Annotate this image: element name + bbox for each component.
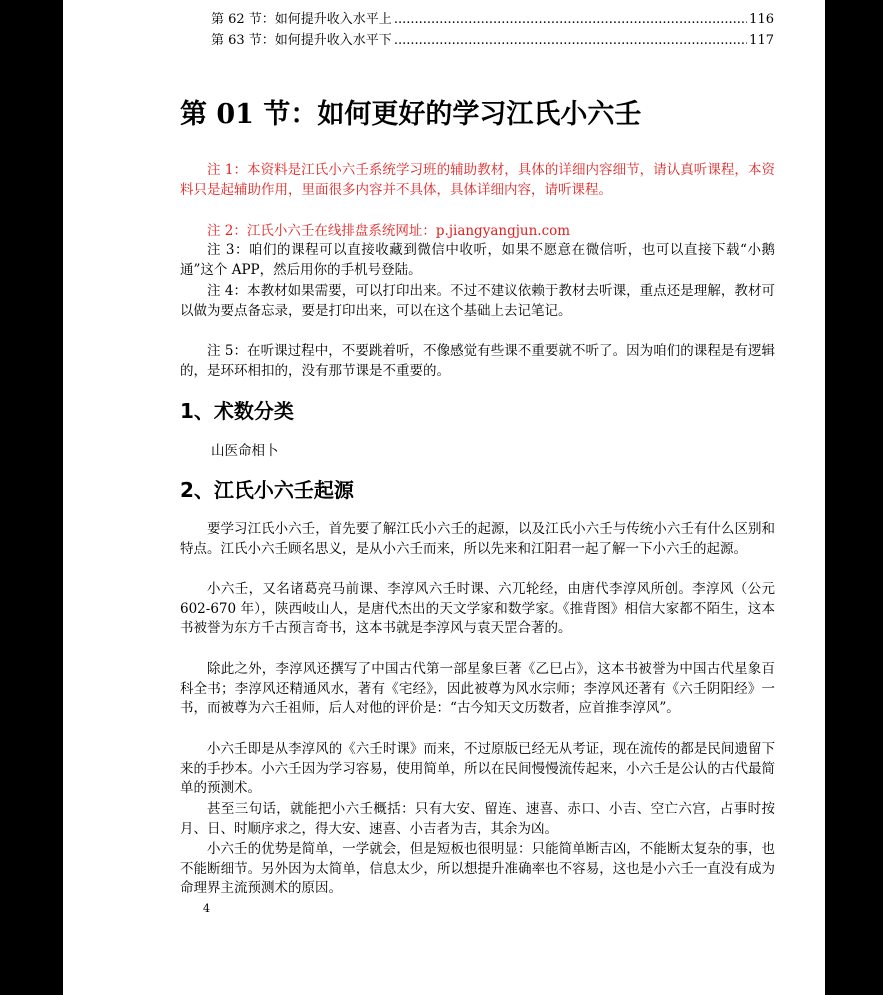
body-paragraph: 除此之外，李淳风还撰写了中国古代第一部星象巨著《乙巳占》，这本书被誉为中国古代星象百科全书；李淳风还精通风水，著有《宅经》，因此被尊为风水宗师；李淳风还著有《六壬阴阳经》一书，而被尊为六壬祖师，后人对他的评价是：“古今知天文历数者，应首推李淳风”。 [180,661,775,717]
document-page [63,0,825,995]
body-paragraph: 小六壬的优势是简单，一学就会，但是短板也很明显：只能简单断吉凶，不能断太复杂的事，也不能断细节。另外因为太简单，信息太少，所以想提升准确率也不容易，这也是小六壬一直没有成为命理界主流预测术的原因。 [180,841,775,897]
body-paragraph: 要学习江氏小六壬，首先要了解江氏小六壬的起源，以及江氏小六壬与传统小六壬有什么区别和特点。江氏小六壬顾名思义，是从小六壬而来，所以先来和江阳君一起了解一下小六壬的起源。 [180,521,775,557]
section-heading: 2、江氏小六壬起源 [180,478,354,502]
toc-entry-page: 117 [749,33,774,48]
note-5: 注 5：在听课过程中，不要跳着听，不像感觉有些课不重要就不听了。因为咱们的课程是有逻辑的，是环环相扣的，没有那节课是不重要的。 [180,343,775,379]
chapter-title: 第 01 节：如何更好的学习江氏小六壬 [180,99,642,130]
section-heading: 1、术数分类 [180,399,294,423]
toc-entry[interactable] [211,30,774,52]
note-4: 注 4：本教材如果需要，可以打印出来。不过不建议依赖于教材去听课，重点还是理解，教材可以做为要点备忘录，要是打印出来，可以在这个基础上去记笔记。 [180,283,775,319]
toc-leader-dots [394,9,747,31]
note-1: 注 1：本资料是江氏小六壬系统学习班的辅助教材，具体的详细内容细节，请认真听课程，本资料只是起辅助作用，里面很多内容并不具体，具体详细内容，请听课程。 [180,162,775,198]
body-paragraph: 甚至三句话，就能把小六壬概括：只有大安、留连、速喜、赤口、小吉、空亡六宫，占事时按月、日、时顺序求之，得大安、速喜、小吉者为吉，其余为凶。 [180,801,775,837]
toc-entry-label: 第 63 节：如何提升收入水平下 [211,33,392,48]
body-paragraph: 小六壬即是从李淳风的《六壬时课》而来，不过原版已经无从考证，现在流传的都是民间遗留下来的手抄本。小六壬因为学习容易，使用简单，所以在民间慢慢流传起来，小六壬是公认的古代最简单的预测术。 [180,741,775,797]
toc-entry-page: 116 [749,12,774,27]
body-paragraph: 小六壬，又名诸葛亮马前课、李淳风六壬时课、六兀轮经，由唐代李淳风所创。李淳风（公元 602-670 年），陕西岐山人，是唐代杰出的天文学家和数学家。《推背图》相信大家都不陌生，这本书被誉为东方千古预言奇书，这本书就是李淳风与袁天罡合著的。 [180,581,775,637]
note-3: 注 3：咱们的课程可以直接收藏到微信中收听，如果不愿意在微信听，也可以直接下载“小鹅通”这个 APP，然后用你的手机号登陆。 [180,242,775,278]
note-2: 注 2：江氏小六壬在线排盘系统网址：p.jiangyangjun.com [207,223,571,239]
section-text: 山医命相卜 [211,443,279,459]
toc-entry-label: 第 62 节：如何提升收入水平上 [211,12,392,27]
toc-leader-dots [394,30,747,52]
page-number: 4 [203,902,210,915]
toc-entry[interactable] [211,9,774,31]
